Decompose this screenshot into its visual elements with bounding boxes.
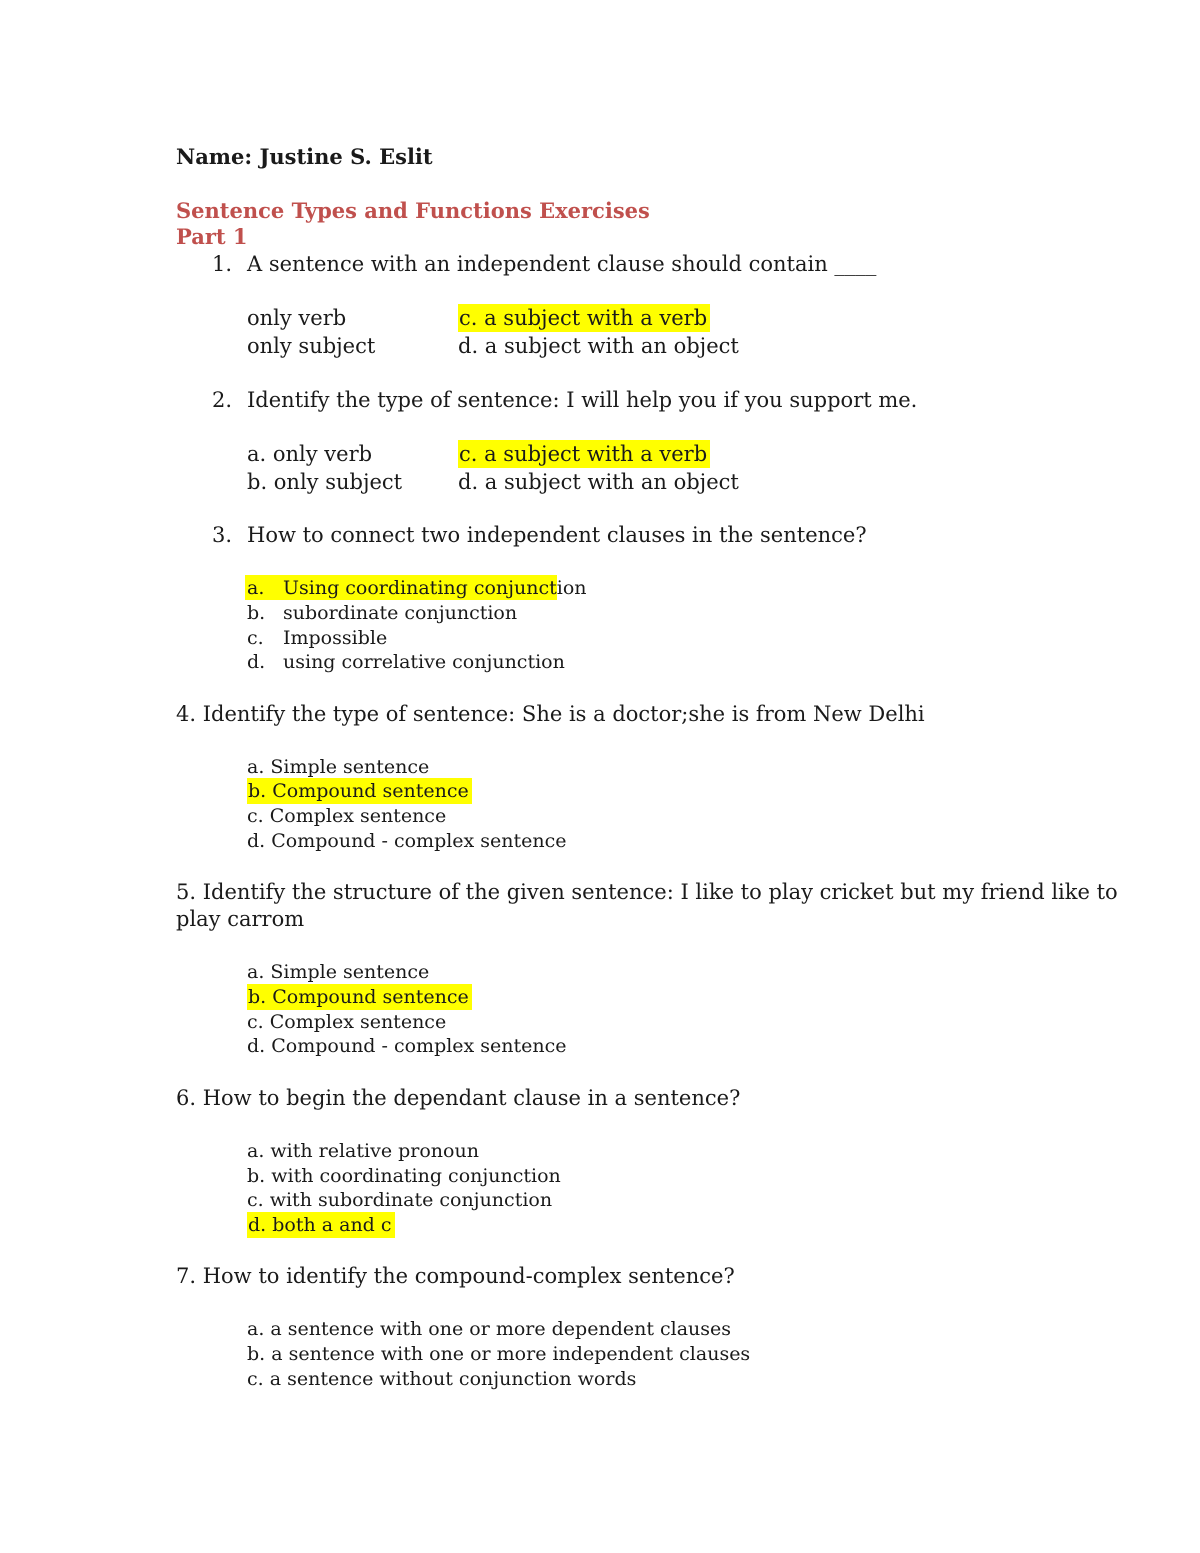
option-c: Impossible — [283, 627, 388, 649]
option-b: b. a sentence with one or more independent clauses — [247, 1343, 751, 1365]
student-name: Name: Justine S. Eslit — [176, 144, 433, 169]
option-c: c. a sentence without conjunction words — [247, 1368, 637, 1390]
option-a-correct: Using coordinating conjunction — [283, 577, 587, 599]
option-c: c. Complex sentence — [247, 1011, 447, 1033]
option-d-correct: d. both a and c — [247, 1212, 395, 1238]
option-c: c. Complex sentence — [247, 805, 447, 827]
option-a: a. only verb — [247, 442, 373, 466]
option-d: d. Compound - complex sentence — [247, 830, 567, 852]
option-d: d. Compound - complex sentence — [247, 1035, 567, 1057]
question-number: 2. — [212, 388, 233, 412]
option-a: a. with relative pronoun — [247, 1140, 479, 1162]
question-text: 7. How to identify the compound-complex sentence? — [176, 1264, 735, 1288]
option-c-correct: c. a subject with a verb — [458, 440, 710, 468]
question-number: 1. — [212, 252, 233, 276]
document-title: Sentence Types and Functions Exercises — [176, 198, 650, 223]
option-d-letter: d. — [247, 651, 266, 673]
option-b: b. only subject — [247, 470, 403, 494]
option-d: d. a subject with an object — [458, 334, 739, 358]
option-c: c. with subordinate conjunction — [247, 1189, 553, 1211]
part-heading: Part 1 — [176, 224, 248, 249]
question-text: A sentence with an independent clause should contain ____ — [247, 252, 877, 276]
option-b-letter: b. — [247, 602, 266, 624]
option-d: d. a subject with an object — [458, 470, 739, 494]
option-b-correct: b. Compound sentence — [247, 984, 472, 1010]
option-a: a. Simple sentence — [247, 756, 430, 778]
question-text-line-2: play carrom — [176, 907, 305, 931]
question-text: 6. How to begin the dependant clause in a sentence? — [176, 1086, 741, 1110]
option-b-correct: b. Compound sentence — [247, 778, 472, 804]
question-text: Identify the type of sentence: I will help you if you support me. — [247, 388, 918, 412]
option-a: a. Simple sentence — [247, 961, 430, 983]
option-c-letter: c. — [247, 627, 264, 649]
option-c-correct: c. a subject with a verb — [458, 304, 710, 332]
question-number: 3. — [212, 523, 233, 547]
question-text-line-1: 5. Identify the structure of the given sentence: I like to play cricket but my friend like to — [176, 880, 1118, 904]
option-b: subordinate conjunction — [283, 602, 518, 624]
option-a: a. a sentence with one or more dependent clauses — [247, 1318, 732, 1340]
option-a: only verb — [247, 306, 347, 330]
question-text: 4. Identify the type of sentence: She is a doctor;she is from New Delhi — [176, 702, 925, 726]
option-b: only subject — [247, 334, 376, 358]
question-text: How to connect two independent clauses in the sentence? — [247, 523, 867, 547]
option-a-letter: a. — [247, 577, 265, 599]
option-b: b. with coordinating conjunction — [247, 1165, 561, 1187]
option-d: using correlative conjunction — [283, 651, 565, 673]
